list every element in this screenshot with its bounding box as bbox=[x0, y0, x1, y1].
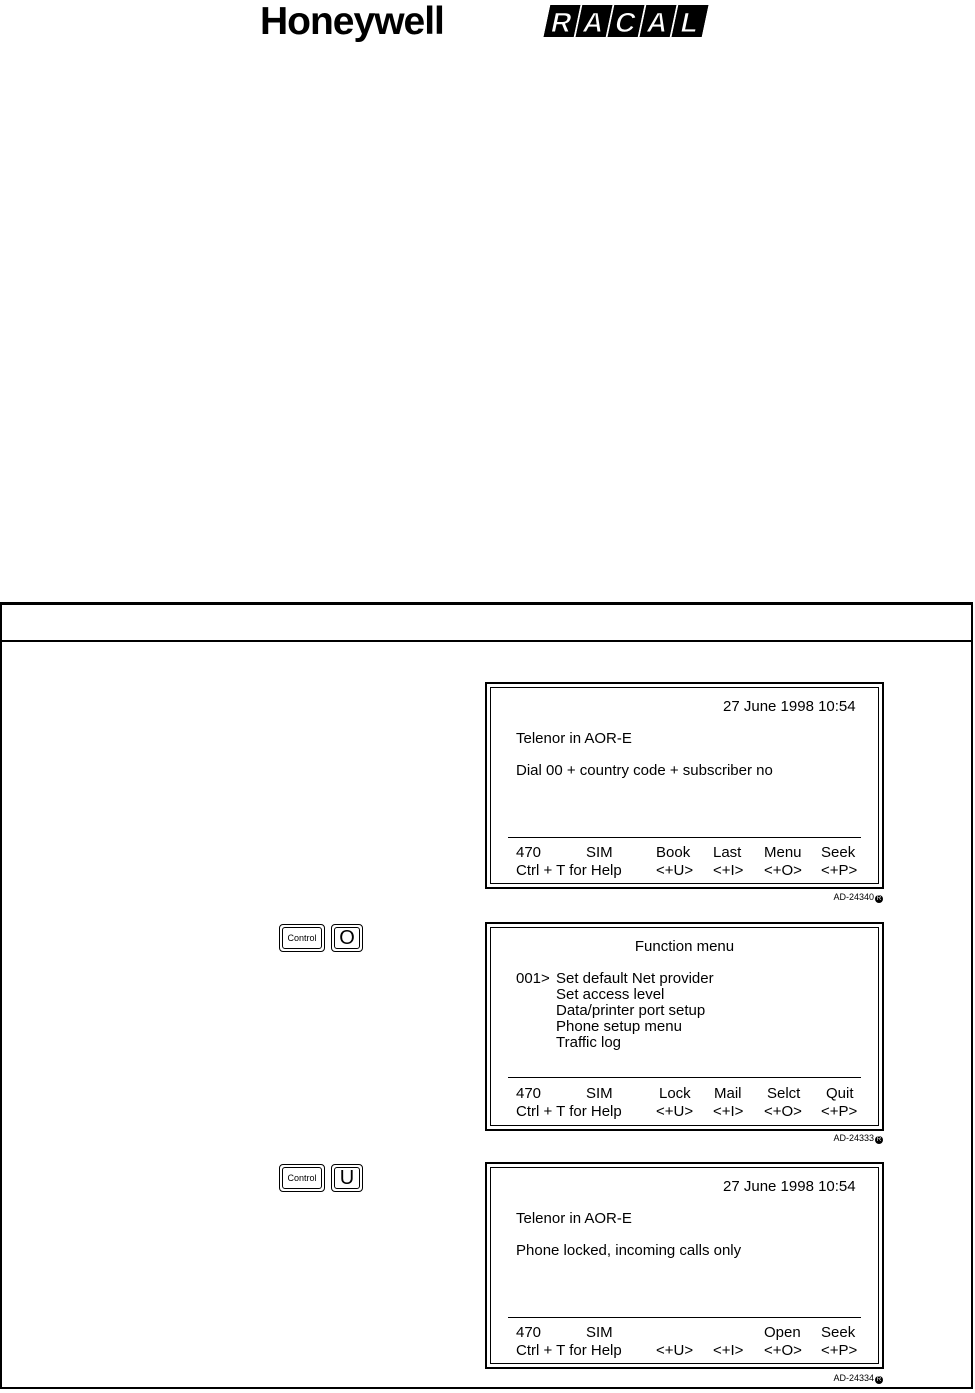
key-hint: <+I> bbox=[713, 862, 744, 879]
racal-letter: C bbox=[608, 5, 645, 37]
softkey-label: Quit bbox=[826, 1085, 854, 1102]
softkey-label: Last bbox=[713, 844, 742, 861]
racal-logo bbox=[544, 5, 709, 37]
softkey-label: Lock bbox=[659, 1085, 691, 1102]
control-key bbox=[279, 924, 325, 952]
figure-reference: AD-24334 R bbox=[833, 1373, 882, 1383]
figure-reference: AD-24333 R bbox=[833, 1133, 882, 1143]
help-hint: Ctrl + T for Help bbox=[516, 1103, 622, 1120]
key-hint: <+P> bbox=[821, 1342, 858, 1359]
menu-item: Set access level bbox=[556, 986, 665, 1003]
lock-status: Phone locked, incoming calls only bbox=[516, 1242, 742, 1259]
o-key-label: O bbox=[334, 927, 360, 949]
help-hint: Ctrl + T for Help bbox=[516, 862, 622, 879]
figure-reference: AD-24340 R bbox=[833, 892, 882, 902]
u-key bbox=[331, 1164, 363, 1192]
menu-item: Data/printer port setup bbox=[556, 1002, 706, 1019]
control-key-label: Control bbox=[282, 927, 322, 949]
key-hint: <+U> bbox=[656, 1342, 694, 1359]
registered-mark-icon: R bbox=[876, 1377, 882, 1383]
key-hint: <+U> bbox=[656, 1103, 694, 1120]
menu-title: Function menu bbox=[634, 938, 735, 955]
softkey-label: SIM bbox=[586, 844, 613, 861]
softkey-label: Open bbox=[764, 1324, 801, 1341]
honeywell-logo: Honeywell bbox=[260, 0, 444, 43]
softkey-label: 470 bbox=[516, 1085, 542, 1102]
racal-letter: R bbox=[544, 5, 581, 37]
control-key bbox=[279, 1164, 325, 1192]
u-key-label: U bbox=[334, 1167, 360, 1189]
racal-letter: L bbox=[672, 5, 709, 37]
key-hint: <+I> bbox=[713, 1103, 744, 1120]
table-header-row bbox=[2, 605, 971, 642]
menu-item: Phone setup menu bbox=[556, 1018, 682, 1035]
screen-phone-locked bbox=[485, 1162, 884, 1369]
softkey-label: SIM bbox=[586, 1085, 613, 1102]
menu-item: Traffic log bbox=[556, 1034, 622, 1051]
key-hint: <+U> bbox=[656, 862, 694, 879]
softkey-label: 470 bbox=[516, 844, 542, 861]
key-combo-control-u bbox=[279, 1164, 363, 1192]
menu-item: Set default Net provider bbox=[556, 970, 714, 987]
softkey-label: Book bbox=[656, 844, 691, 861]
divider bbox=[508, 1077, 861, 1078]
softkey-label: Menu bbox=[764, 844, 802, 861]
key-hint: <+O> bbox=[764, 1342, 802, 1359]
registered-mark-icon: R bbox=[876, 896, 882, 902]
help-hint: Ctrl + T for Help bbox=[516, 1342, 622, 1359]
softkey-label: Mail bbox=[714, 1085, 742, 1102]
screen-idle bbox=[485, 682, 884, 889]
softkey-label: 470 bbox=[516, 1324, 542, 1341]
o-key bbox=[331, 924, 363, 952]
registered-mark-icon: R bbox=[876, 1137, 882, 1143]
key-hint: <+P> bbox=[821, 862, 858, 879]
control-key-label: Control bbox=[282, 1167, 322, 1189]
screen-function-menu bbox=[485, 922, 884, 1131]
softkey-label: Selct bbox=[767, 1085, 801, 1102]
network-status: Telenor in AOR-E bbox=[516, 1210, 632, 1227]
key-hint: <+O> bbox=[764, 1103, 802, 1120]
softkey-label: Seek bbox=[821, 844, 856, 861]
softkey-label: Seek bbox=[821, 1324, 856, 1341]
divider bbox=[508, 1317, 861, 1318]
key-hint: <+P> bbox=[821, 1103, 858, 1120]
racal-letter: A bbox=[576, 5, 613, 37]
network-status: Telenor in AOR-E bbox=[516, 730, 632, 747]
racal-letter: A bbox=[640, 5, 677, 37]
key-hint: <+I> bbox=[713, 1342, 744, 1359]
menu-cursor: 001> bbox=[516, 970, 550, 987]
date-time: 27 June 1998 10:54 bbox=[723, 1178, 856, 1195]
softkey-label: SIM bbox=[586, 1324, 613, 1341]
key-hint: <+O> bbox=[764, 862, 802, 879]
key-combo-control-o bbox=[279, 924, 363, 952]
divider bbox=[508, 837, 861, 838]
dial-instruction: Dial 00 + country code + subscriber no bbox=[516, 762, 773, 779]
date-time: 27 June 1998 10:54 bbox=[723, 698, 856, 715]
